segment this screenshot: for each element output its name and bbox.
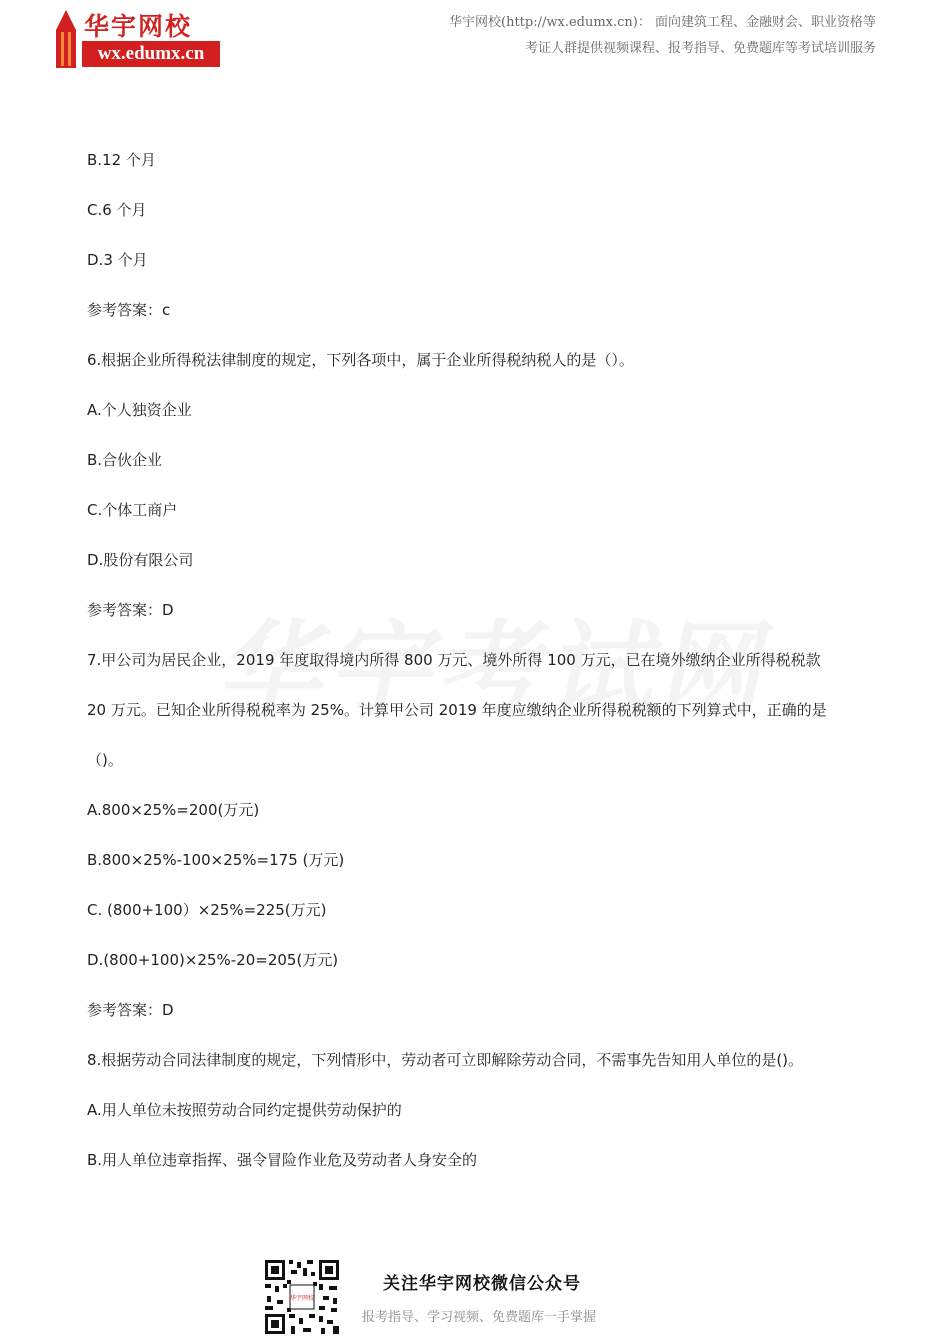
text-line: D.股份有限公司 xyxy=(87,551,194,569)
text-line: C. (800+100）×25%=225(万元) xyxy=(87,901,327,919)
option-line xyxy=(87,1148,877,1198)
text-line: 6.根据企业所得税法律制度的规定，下列各项中，属于企业所得税纳税人的是（）。 xyxy=(87,351,634,369)
answer-line xyxy=(87,998,877,1048)
option-line xyxy=(87,198,877,248)
footer-subtitle: 报考指导、学习视频、免费题库一手掌握 xyxy=(362,1310,597,1325)
text-line: 7.甲公司为居民企业，2019 年度取得境内所得 800 万元、境外所得 100 万元，已在境外缴纳企业所得税税款 xyxy=(87,651,821,669)
text-line: B.800×25%-100×25%=175 (万元) xyxy=(87,851,345,869)
site-logo[interactable] xyxy=(52,10,222,70)
text-line: A.用人单位未按照劳动合同约定提供劳动保护的 xyxy=(87,1101,402,1119)
pencil-logo-icon xyxy=(52,10,80,68)
question-line xyxy=(87,748,877,798)
option-line xyxy=(87,498,877,548)
option-line xyxy=(87,798,877,848)
question-line xyxy=(87,698,877,748)
option-line xyxy=(87,848,877,898)
text-line: C.个体工商户 xyxy=(87,501,178,519)
option-line xyxy=(87,148,877,198)
qr-code-icon[interactable] xyxy=(263,1258,341,1336)
footer-title: 关注华宇网校微信公众号 xyxy=(383,1274,581,1294)
option-line xyxy=(87,448,877,498)
option-line xyxy=(87,398,877,448)
text-line: A.800×25%=200(万元) xyxy=(87,801,260,819)
document-body xyxy=(87,148,877,1198)
text-line: 参考答案：D xyxy=(87,1001,174,1019)
option-line xyxy=(87,948,877,998)
option-line xyxy=(87,248,877,298)
logo-chinese-name: 华宇网校 xyxy=(84,12,193,41)
text-line: A.个人独资企业 xyxy=(87,401,192,419)
question-line xyxy=(87,648,877,698)
option-line xyxy=(87,898,877,948)
text-line: D.(800+100)×25%-20=205(万元) xyxy=(87,951,339,969)
text-line: C.6 个月 xyxy=(87,201,147,219)
option-line xyxy=(87,1098,877,1148)
qr-center-label: 华宇网校 xyxy=(289,1295,315,1302)
text-line: （)。 xyxy=(87,751,123,769)
text-line: B.用人单位违章指挥、强令冒险作业危及劳动者人身安全的 xyxy=(87,1151,478,1169)
text-line: B.12 个月 xyxy=(87,151,156,169)
logo-url: wx.edumx.cn xyxy=(82,41,220,67)
header-description xyxy=(449,10,876,62)
header-line-1: 华宇网校(http://wx.edumx.cn)： 面向建筑工程、金融财会、职业资格等 xyxy=(449,15,876,30)
text-line: B.合伙企业 xyxy=(87,451,163,469)
option-line xyxy=(87,548,877,598)
text-line: D.3 个月 xyxy=(87,251,148,269)
header-line-2: 考证人群提供视频课程、报考指导、免费题库等考试培训服务 xyxy=(524,41,876,56)
text-line: 参考答案：D xyxy=(87,601,174,619)
text-line: 20 万元。已知企业所得税税率为 25%。计算甲公司 2019 年度应缴纳企业所得税税额的下列算式中，正确的是 xyxy=(87,701,827,719)
question-line xyxy=(87,348,877,398)
text-line: 参考答案：c xyxy=(87,301,171,319)
text-line: 8.根据劳动合同法律制度的规定，下列情形中，劳动者可立即解除劳动合同，不需事先告知用人单位的是()。 xyxy=(87,1051,804,1069)
answer-line xyxy=(87,298,877,348)
answer-line xyxy=(87,598,877,648)
question-line xyxy=(87,1048,877,1098)
